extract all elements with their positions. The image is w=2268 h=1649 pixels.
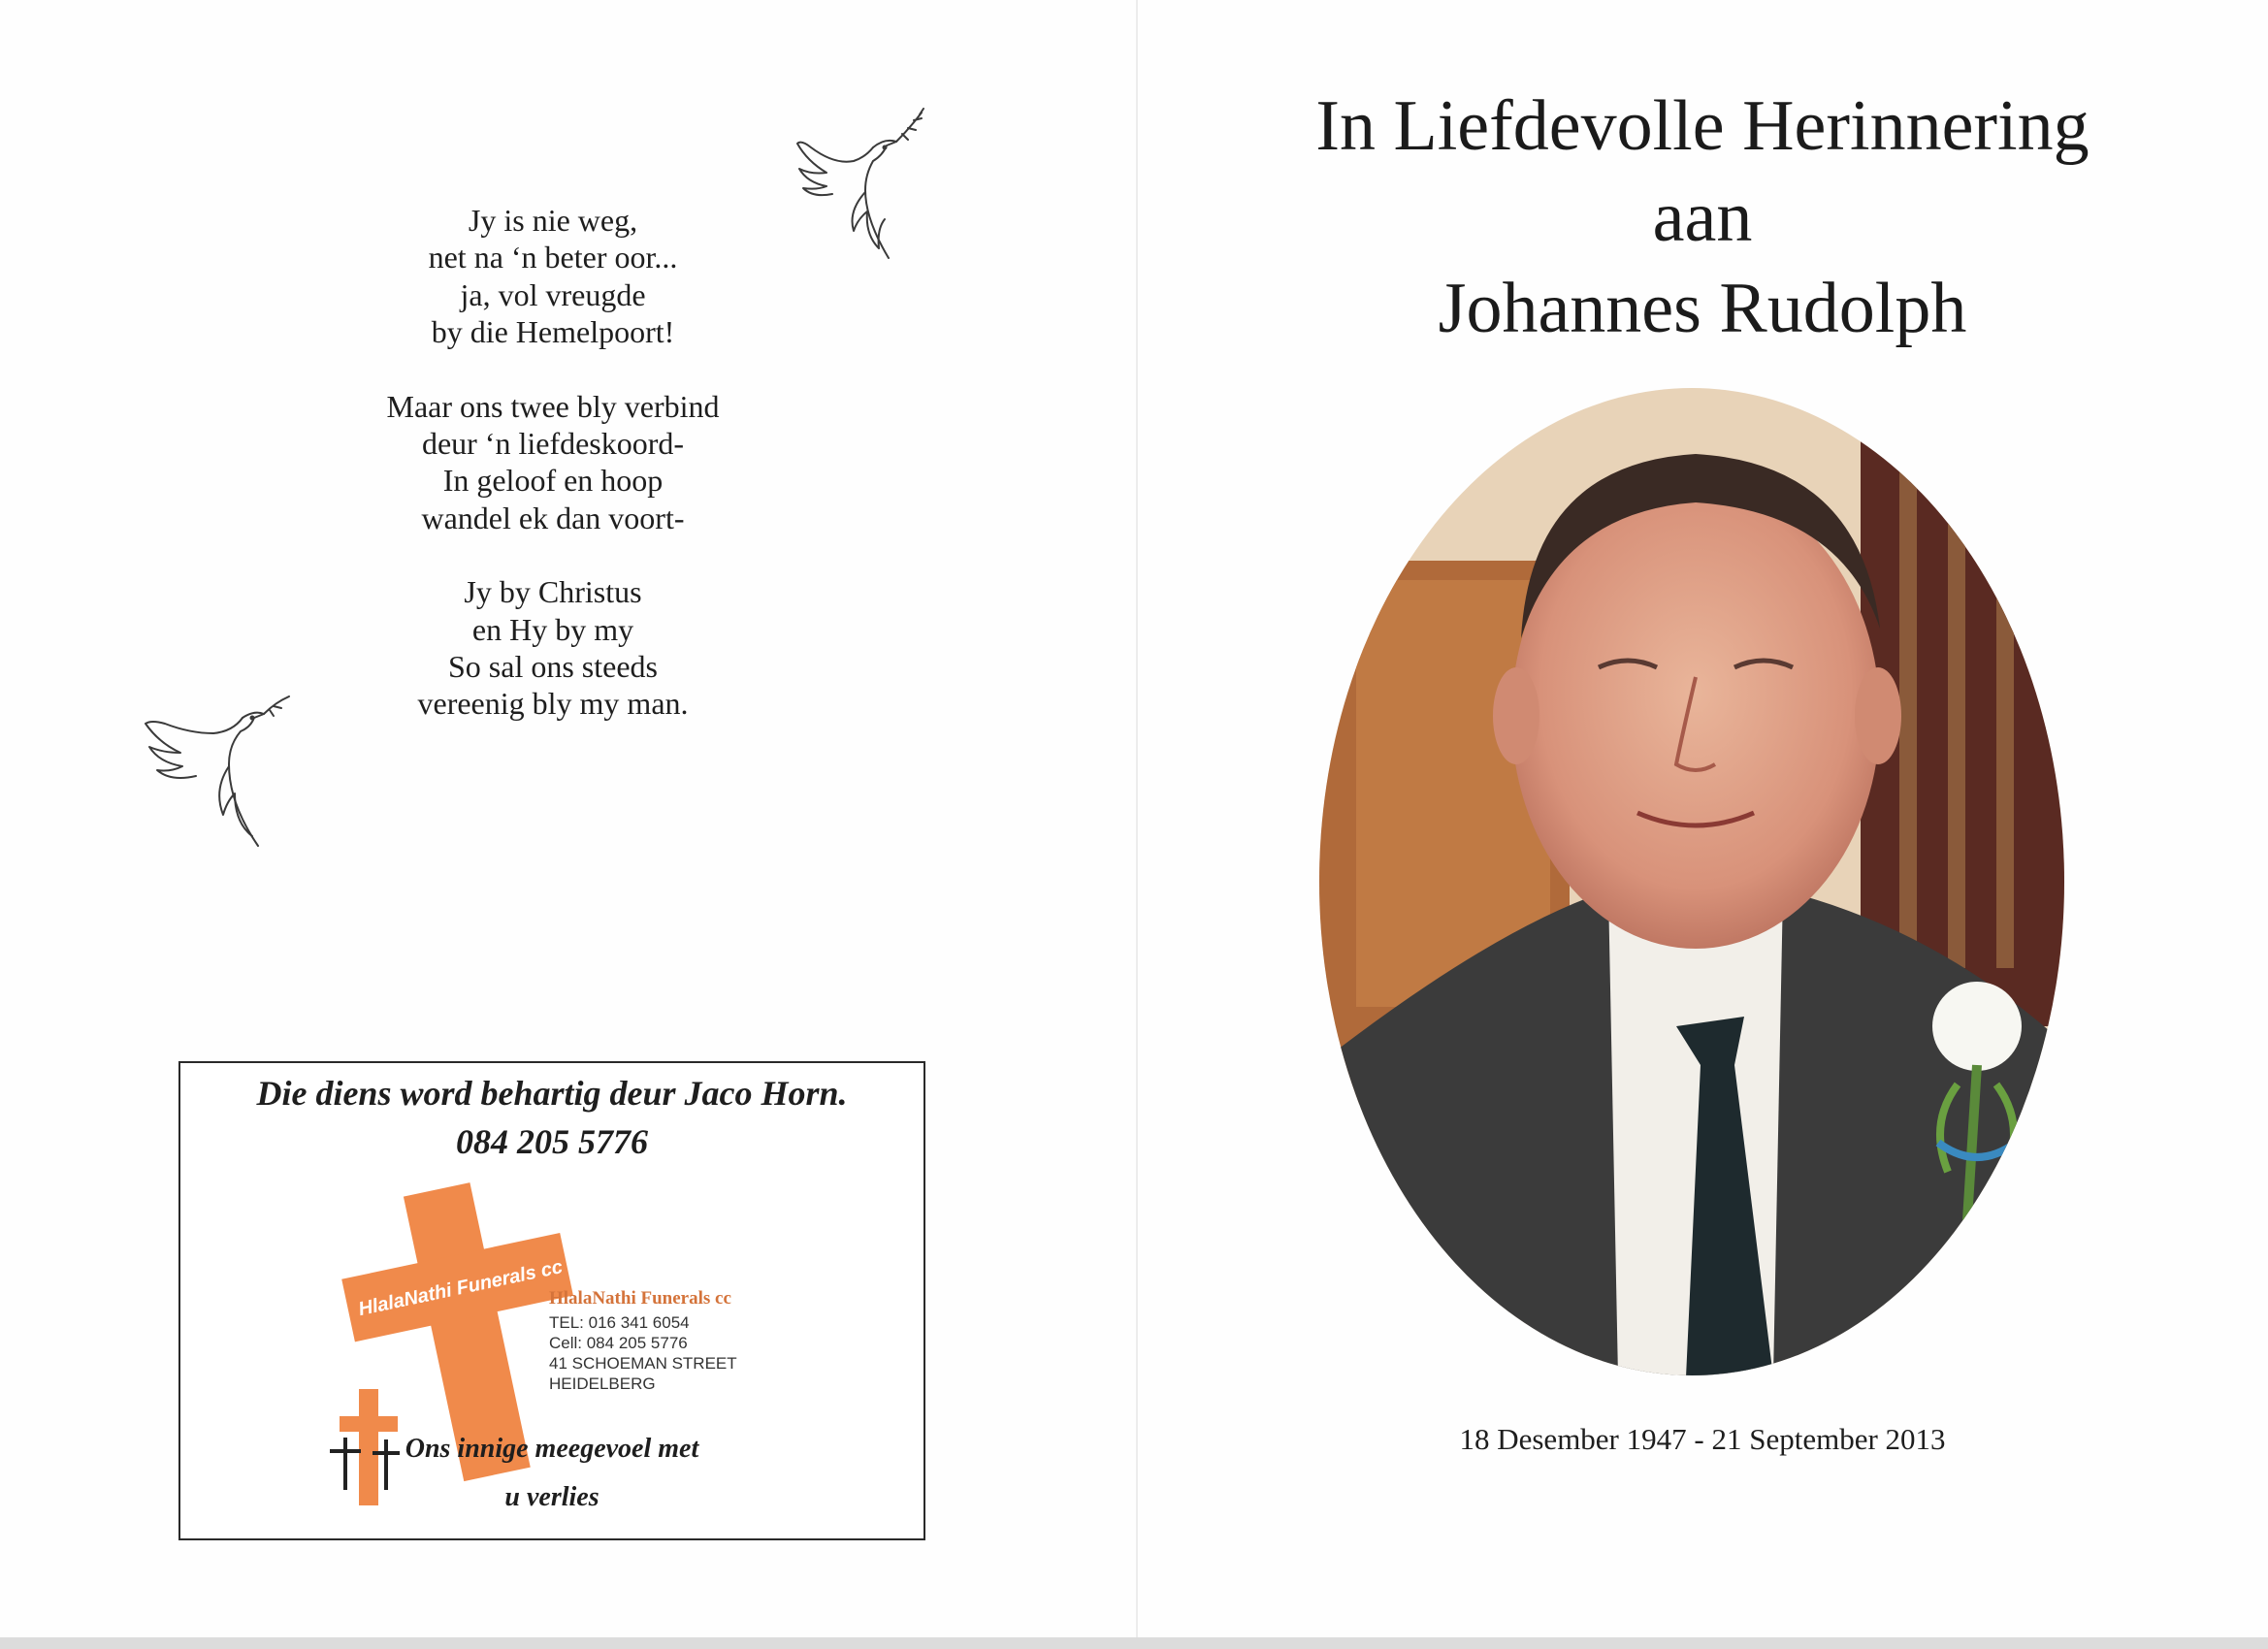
poem-line: deur ‘n liefdeskoord- [421, 426, 685, 462]
contact-details [549, 1288, 737, 1394]
poem [330, 202, 776, 760]
poem-line: vereenig bly my man. [417, 686, 689, 722]
poem-stanza-1 [330, 202, 776, 351]
deceased-name: Johannes Rudolph [1438, 269, 1967, 348]
condolence-line: Ons innige meegevoel met [405, 1434, 699, 1464]
service-phone: 084 205 5776 [456, 1122, 648, 1161]
poem-line: wandel ek dan voort- [421, 500, 685, 535]
memorial-title-aan: aan [1652, 178, 1753, 257]
condolence-line: u verlies [504, 1482, 599, 1512]
life-dates: 18 Desember 1947 - 21 September 2013 [1459, 1422, 1946, 1456]
poem-line: by die Hemelpoort! [431, 314, 675, 350]
dove-icon [136, 689, 306, 863]
street-address: 41 SCHOEMAN STREET [549, 1354, 737, 1373]
poem-line: net na ‘n beter oor... [428, 240, 678, 275]
service-box [178, 1061, 925, 1540]
cell-number: Cell: 084 205 5776 [549, 1334, 688, 1352]
logo-cross-text: HlalaNathi Funerals cc [356, 1256, 565, 1321]
poem-line: Jy by Christus [464, 574, 642, 610]
memorial-title: In Liefdevolle Herinnering [1315, 86, 2090, 166]
company-name: HlalaNathi Funerals cc [549, 1288, 731, 1309]
poem-stanza-2 [330, 388, 776, 537]
city: HEIDELBERG [549, 1374, 656, 1393]
poem-line: en Hy by my [471, 611, 634, 647]
scan-bottom-edge [0, 1637, 2268, 1649]
portrait-photo [1317, 386, 2066, 1377]
poem-line: So sal ons steeds [448, 649, 658, 685]
poem-line: In geloof en hoop [442, 463, 664, 499]
service-line: Die diens word behartig deur Jaco Horn. [256, 1074, 848, 1113]
tel-number: TEL: 016 341 6054 [549, 1313, 690, 1332]
poem-line: Jy is nie weg, [468, 203, 638, 238]
poem-line: ja, vol vreugde [460, 276, 646, 312]
dove-icon [776, 105, 941, 279]
poem-line: Maar ons twee bly verbind [386, 388, 720, 424]
poem-stanza-3 [330, 573, 776, 723]
